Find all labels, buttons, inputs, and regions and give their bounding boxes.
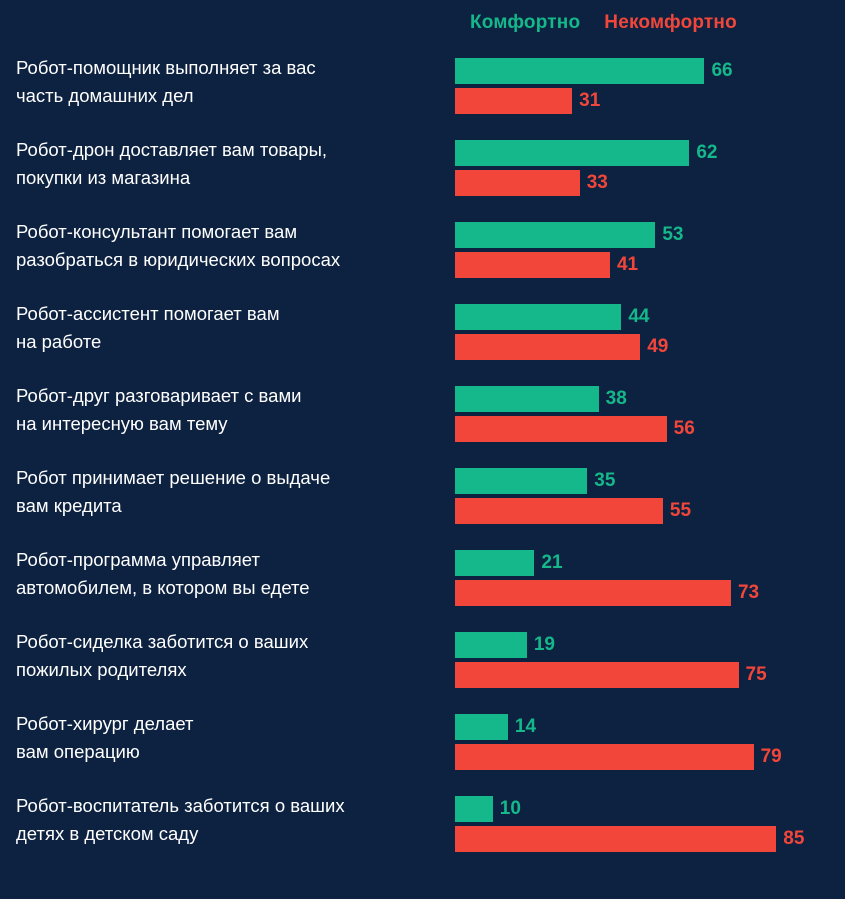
chart-row-bars (455, 126, 845, 200)
chart-row-label-line: часть домашних дел (16, 85, 194, 106)
bar-value-comfort: 14 (514, 716, 537, 737)
bar-line (455, 252, 845, 278)
chart-row-bars (455, 454, 845, 528)
bar-uncomfort (455, 580, 731, 606)
bar-value-comfort: 53 (662, 224, 684, 245)
chart-legend (0, 0, 845, 34)
chart-row-label-line: вам операцию (16, 741, 140, 762)
chart-row-label (0, 782, 455, 848)
bar-uncomfort (455, 744, 754, 770)
chart-row-label-line: Робот принимает решение о выдаче (16, 467, 331, 488)
bar-value-uncomfort: 49 (647, 336, 669, 357)
chart-row-label-line: на работе (16, 331, 102, 352)
chart-row-label-line: Робот-хирург делает (16, 713, 194, 734)
chart-row-label-line: детях в детском саду (16, 823, 199, 844)
chart-row-bars (455, 290, 845, 364)
chart-row (0, 782, 845, 864)
chart-row-label-line: Робот-дрон доставляет вам товары, (16, 139, 328, 160)
chart-row (0, 126, 845, 208)
bar-uncomfort (455, 170, 580, 196)
bar-line (455, 550, 845, 576)
bar-value-uncomfort: 79 (760, 746, 782, 767)
chart-row-label (0, 536, 455, 602)
bar-uncomfort (455, 252, 610, 278)
bar-value-comfort: 38 (605, 388, 627, 409)
chart-row (0, 208, 845, 290)
bar-uncomfort (455, 88, 572, 114)
bar-value-uncomfort: 31 (579, 90, 601, 111)
bar-uncomfort (455, 826, 776, 852)
bar-value-comfort: 66 (711, 60, 733, 81)
bar-line (455, 222, 845, 248)
bar-uncomfort (455, 498, 663, 524)
bar-comfort (455, 386, 599, 412)
bar-value-comfort: 35 (594, 470, 616, 491)
bar-value-uncomfort: 55 (669, 500, 692, 521)
bar-line (455, 498, 845, 524)
chart-row (0, 454, 845, 536)
bar-value-uncomfort: 56 (673, 418, 695, 439)
bar-line (455, 744, 845, 770)
bar-comfort (455, 632, 527, 658)
chart-row-label (0, 700, 455, 766)
chart-row-label-line: Робот-ассистент помогает вам (16, 303, 280, 324)
chart-row-label (0, 126, 455, 192)
bar-line (455, 304, 845, 330)
chart-row-label-line: Робот-консультант помогает вам (16, 221, 298, 242)
chart-rows (0, 34, 845, 864)
bar-comfort (455, 304, 621, 330)
bar-value-uncomfort: 41 (616, 254, 639, 275)
bar-value-uncomfort: 33 (586, 172, 608, 193)
bar-value-comfort: 19 (533, 634, 555, 655)
bar-value-uncomfort: 73 (737, 582, 760, 603)
chart-row (0, 372, 845, 454)
bar-comfort (455, 796, 493, 822)
bar-line (455, 632, 845, 658)
bar-line (455, 662, 845, 688)
bar-comfort (455, 140, 689, 166)
chart-row-label (0, 372, 455, 438)
bar-comfort (455, 714, 508, 740)
chart-row (0, 536, 845, 618)
chart-row-label-line: Робот-помощник выполняет за вас (16, 57, 316, 78)
chart-row (0, 290, 845, 372)
chart-row-label-line: покупки из магазина (16, 167, 191, 188)
chart-row-label-line: на интересную вам тему (16, 413, 228, 434)
bar-line (455, 580, 845, 606)
chart-row-bars (455, 536, 845, 610)
bar-value-uncomfort: 85 (783, 828, 805, 849)
bar-line (455, 334, 845, 360)
bar-line (455, 58, 845, 84)
bar-value-comfort: 62 (696, 142, 718, 163)
chart-row-bars (455, 700, 845, 774)
bar-line (455, 416, 845, 442)
bar-line (455, 88, 845, 114)
chart-row (0, 700, 845, 782)
legend-item-uncomfort: Некомфортно (604, 12, 737, 33)
bar-line (455, 796, 845, 822)
chart-row-bars (455, 372, 845, 446)
chart-row-label (0, 290, 455, 356)
chart-row-label (0, 208, 455, 274)
chart-row-label-line: Робот-друг разговаривает с вами (16, 385, 302, 406)
chart-row-label-line: автомобилем, в котором вы едете (16, 577, 310, 598)
chart-row-label-line: разобраться в юридических вопросах (16, 249, 341, 270)
chart-row-label-line: Робот-программа управляет (16, 549, 260, 570)
chart-row-label-line: Робот-сиделка заботится о ваших (16, 631, 309, 652)
bar-comfort (455, 222, 655, 248)
bar-line (455, 468, 845, 494)
chart-row (0, 44, 845, 126)
bar-comfort (455, 468, 587, 494)
bar-uncomfort (455, 334, 640, 360)
chart-row-label (0, 44, 455, 110)
chart-row (0, 618, 845, 700)
chart-row-bars (455, 44, 845, 118)
bar-comfort (455, 550, 534, 576)
bar-line (455, 140, 845, 166)
chart-row-bars (455, 618, 845, 692)
bar-value-comfort: 21 (541, 552, 563, 573)
chart-row-bars (455, 782, 845, 856)
chart-row-label (0, 618, 455, 684)
bar-line (455, 826, 845, 852)
bar-uncomfort (455, 662, 739, 688)
bar-uncomfort (455, 416, 667, 442)
bar-value-comfort: 10 (499, 798, 521, 819)
bar-comfort (455, 58, 704, 84)
bar-line (455, 386, 845, 412)
chart-row-label-line: пожилых родителях (16, 659, 187, 680)
bar-line (455, 170, 845, 196)
bar-value-comfort: 44 (628, 306, 650, 327)
bar-line (455, 714, 845, 740)
chart-row-label (0, 454, 455, 520)
chart-row-bars (455, 208, 845, 282)
chart-row-label-line: Робот-воспитатель заботится о ваших (16, 795, 345, 816)
bar-value-uncomfort: 75 (745, 664, 767, 685)
chart-row-label-line: вам кредита (16, 495, 122, 516)
legend-item-comfort: Комфортно (470, 12, 581, 33)
